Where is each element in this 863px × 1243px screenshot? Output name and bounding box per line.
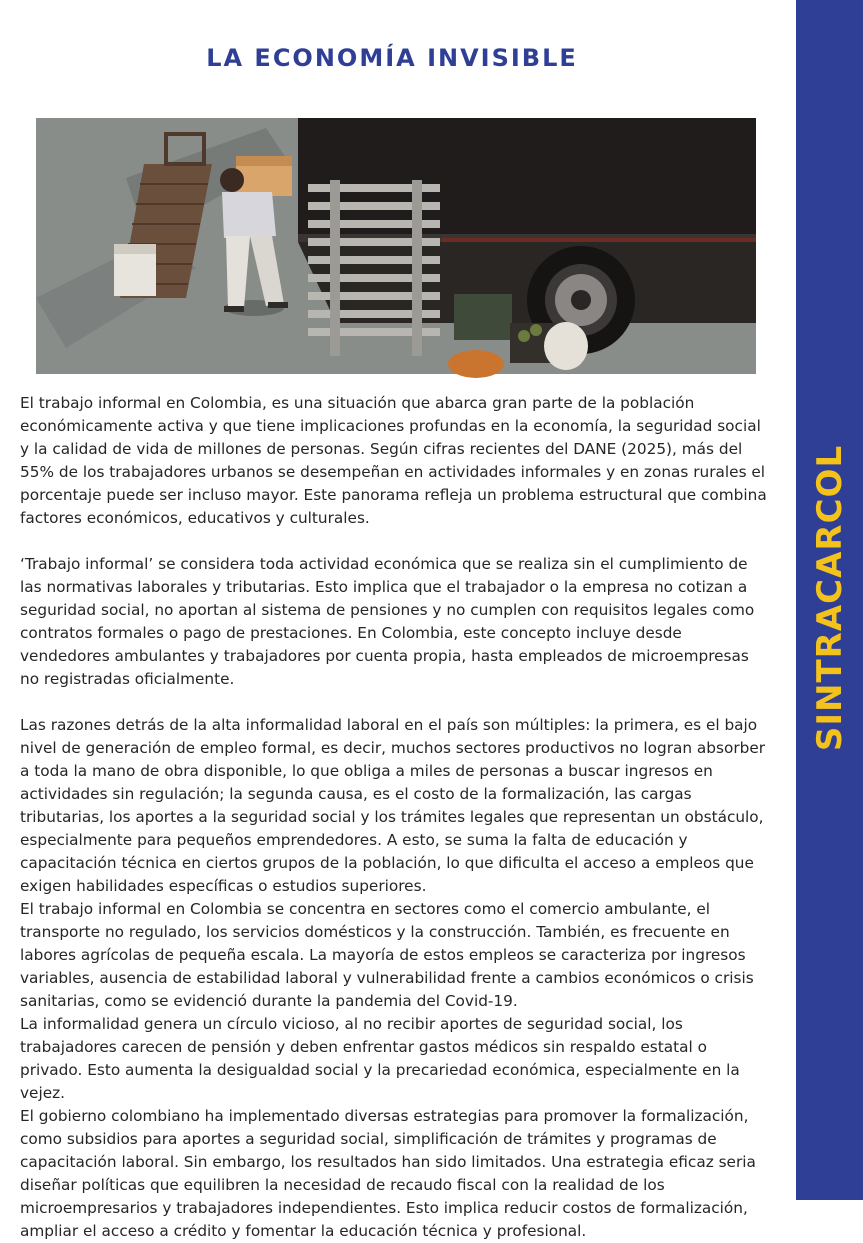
article-body (20, 392, 772, 1243)
article-photo (36, 118, 756, 374)
article-paragraph: El gobierno colombiano ha implementado diversas estrategias para promover la formalización, como subsidios para aportes a seguridad social, simplificación de trámites y programas de capacitación laboral. Sin embargo, los resultados han sido limitados. Una estrategia eficaz seria diseñar políticas que equilibren la necesidad de recaudo fiscal con la realidad de los microempresarios y trabajadores independientes. Esto implica reducir costos de formalización, ampliar el acceso a crédito y fomentar la educación técnica y profesional. (20, 1107, 756, 1240)
brand-sidebar (796, 0, 863, 1200)
worker-truck-illustration (36, 118, 756, 374)
article-paragraph: El trabajo informal en Colombia, es una situación que abarca gran parte de la población económicamente activa y que tiene implicaciones profundas en la economía, la seguridad social y la calidad de vida de millones de personas. Según cifras recientes del DANE (2025), más del 55% de los trabajadores urbanos se desempeñan en actividades informales y en zonas rurales el porcentaje puede ser incluso mayor. Este panorama refleja un problema estructural que combina factores económicos, educativos y culturales. (20, 394, 767, 527)
page-title: LA ECONOMÍA INVISIBLE (206, 44, 578, 72)
article-paragraph: Las razones detrás de la alta informalidad laboral en el país son múltiples: la primera, es el bajo nivel de generación de empleo formal, es decir, muchos sectores productivos no logran absorber a toda la mano de obra disponible, lo que obliga a miles de personas a buscar ingresos en actividades sin regulación; la segunda causa, es el costo de la formalización, las cargas tributarias, los aportes a la seguridad social y los trámites legales que representan un obstáculo, especialmente para pequeños emprendedores. A esto, se suma la falta de educación y capacitación técnica en ciertos grupos de la población, lo que dificulta el acceso a empleos que exigen habilidades específicas o estudios superiores. (20, 716, 766, 895)
article-paragraph: ‘Trabajo informal’ se considera toda actividad económica que se realiza sin el cumplimiento de las normativas laborales y tributarias. Esto implica que el trabajador o la empresa no cotizan a seguridad social, no aportan al sistema de pensiones y no cumplen con requisitos legales como contratos formales o pago de prestaciones. En Colombia, este concepto incluye desde vendedores ambulantes y trabajadores por cuenta propia, hasta empleados de microempresas no registradas oficialmente. (20, 555, 755, 688)
brand-name: SINTRACARCOL (809, 444, 850, 752)
article-paragraph: La informalidad genera un círculo vicioso, al no recibir aportes de seguridad social, los trabajadores carecen de pensión y deben enfrentar gastos médicos sin respaldo estatal o privado. Esto aumenta la desigualdad social y la precariedad económica, especialmente en la vejez. (20, 1015, 740, 1102)
article-paragraph: El trabajo informal en Colombia se concentra en sectores como el comercio ambulante, el transporte no regulado, los servicios domésticos y la construcción. También, es frecuente en labores agrícolas de pequeña escala. La mayoría de estos empleos se caracteriza por ingresos variables, ausencia de estabilidad laboral y vulnerabilidad frente a cambios económicos o crisis sanitarias, como se evidenció durante la pandemia del Covid-19. (20, 900, 754, 1010)
